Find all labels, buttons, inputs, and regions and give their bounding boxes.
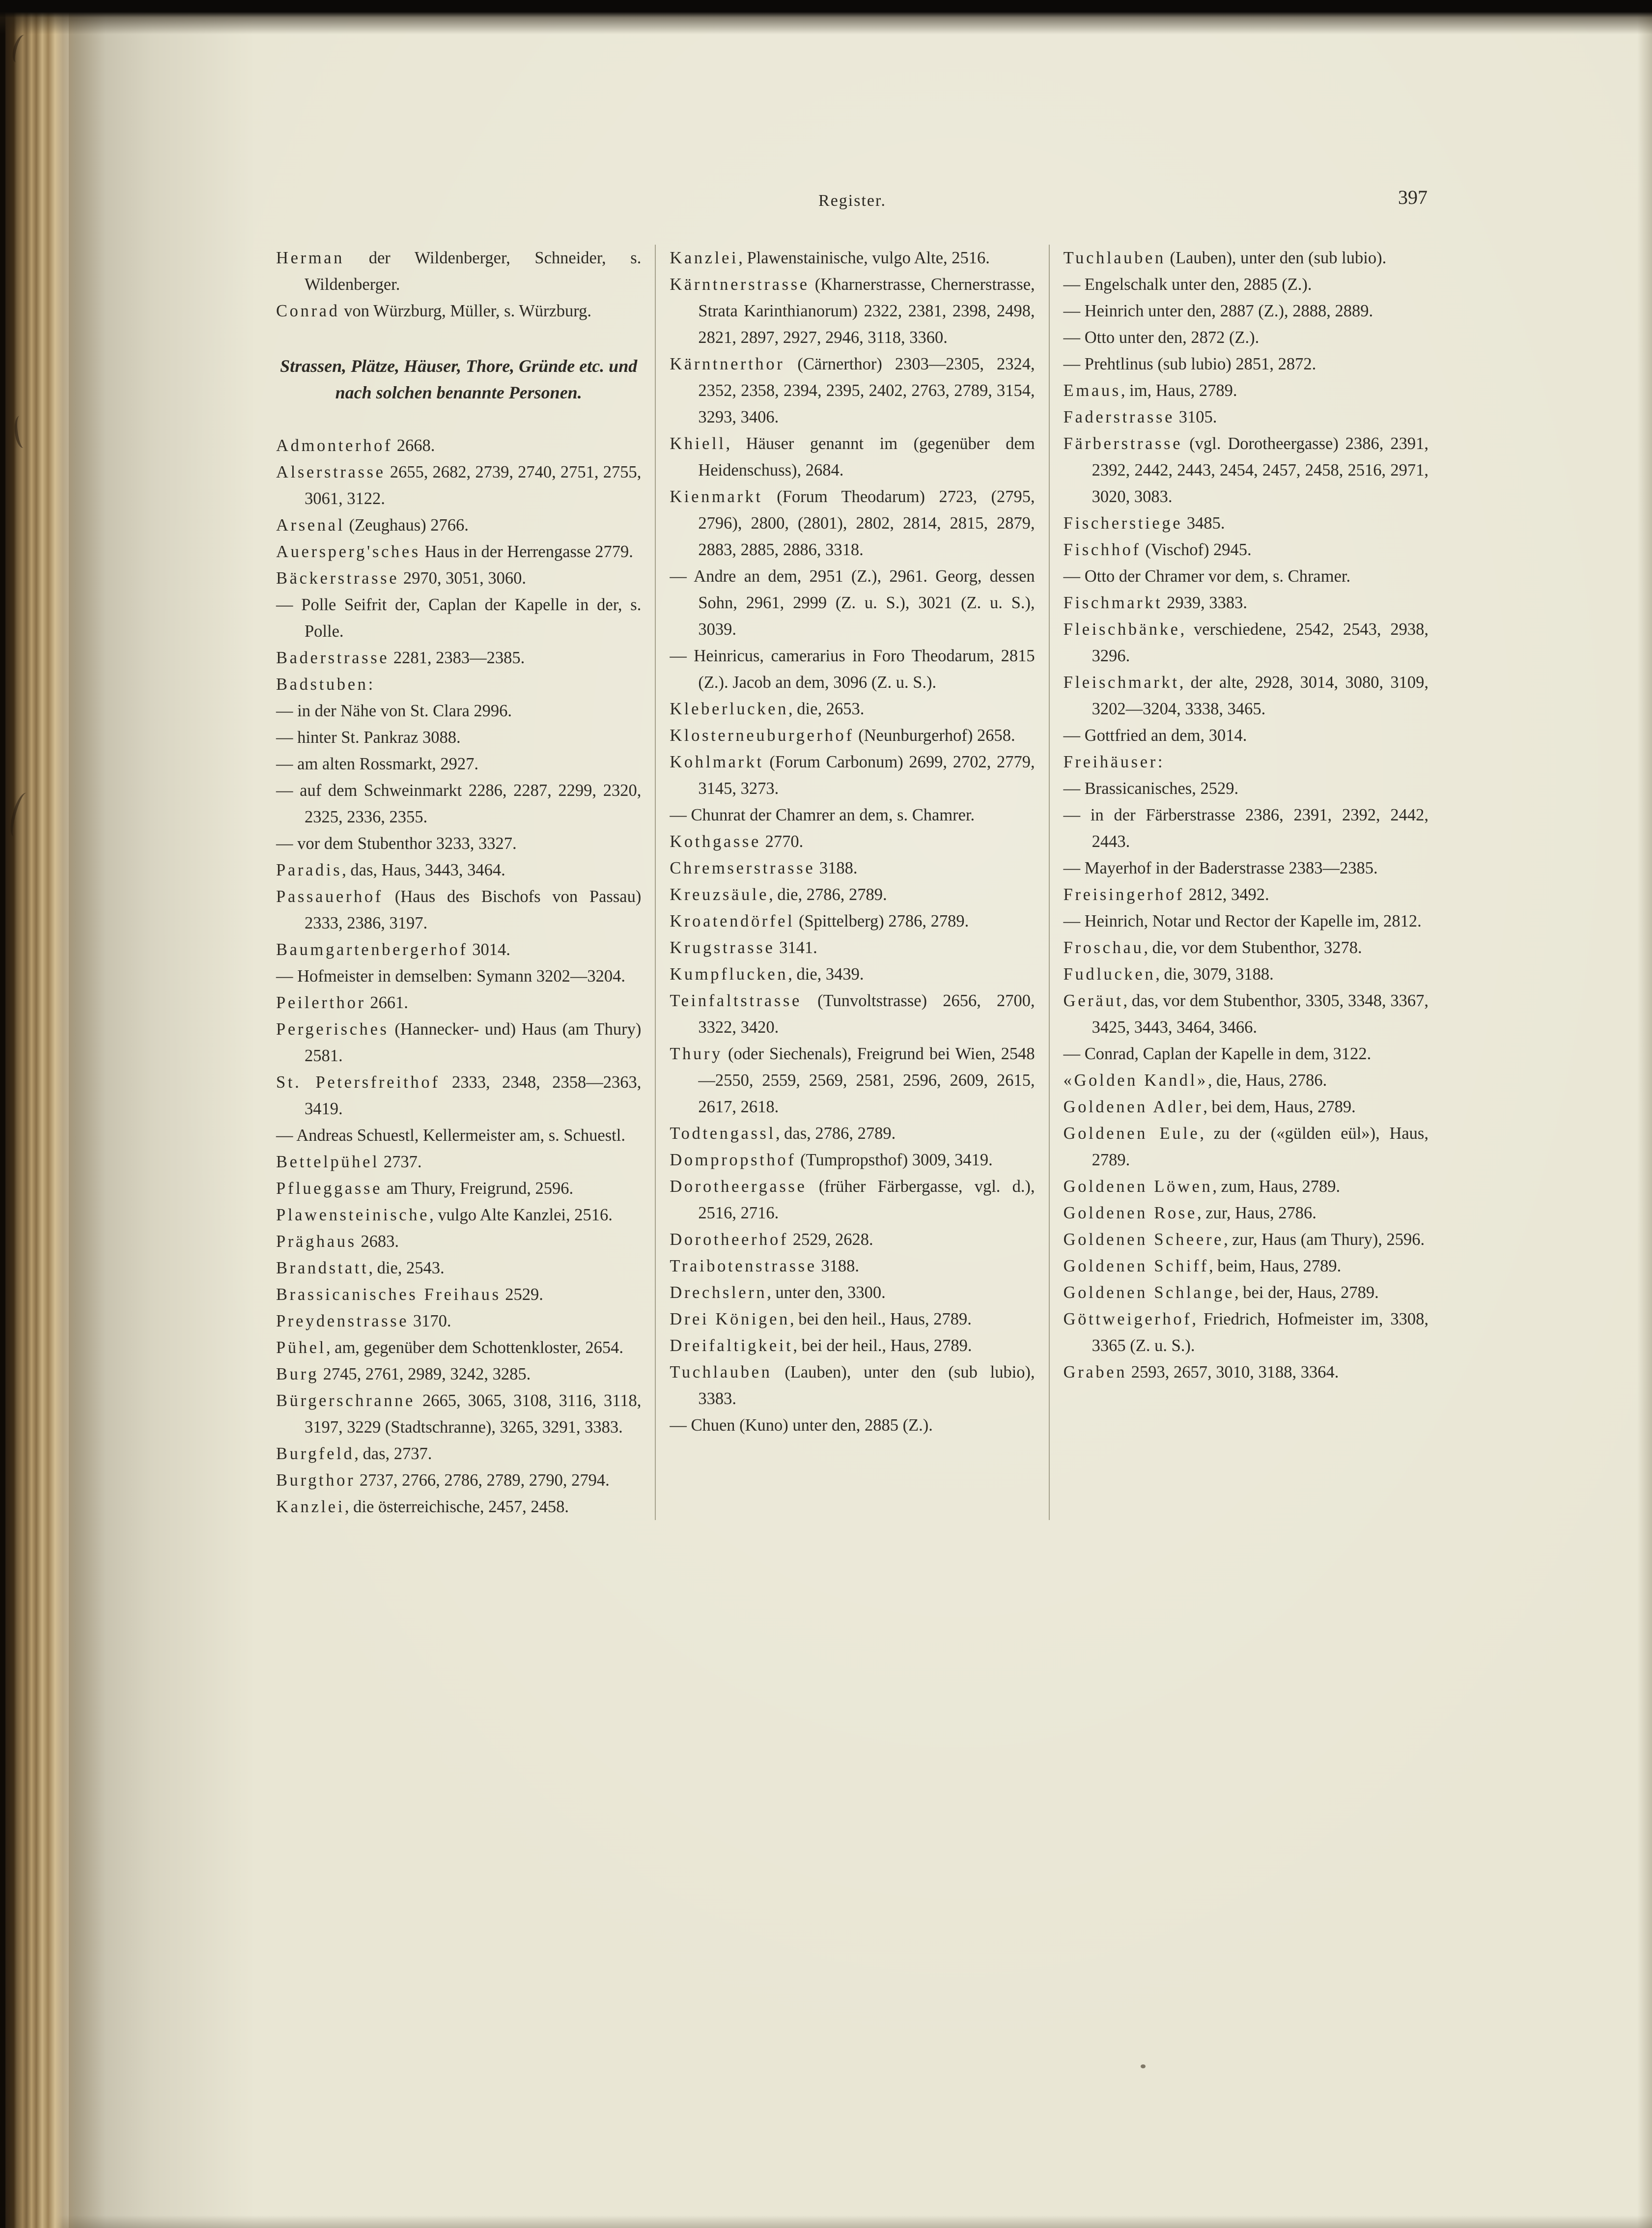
index-entry — [1064, 881, 1428, 908]
entry-text: 3141. — [775, 938, 817, 957]
entry-headword: Alserstrasse — [276, 463, 386, 481]
entry-headword: Freisingerhof — [1063, 885, 1185, 904]
entry-headword: Baumgartenbergerhof — [276, 940, 468, 959]
index-entry — [670, 643, 1035, 696]
entry-headword: Todtengassl — [670, 1124, 776, 1143]
index-entry — [276, 1387, 641, 1440]
index-entry — [1064, 1173, 1428, 1200]
index-entry — [1064, 351, 1428, 377]
index-entry — [1064, 987, 1428, 1041]
index-entry — [670, 483, 1035, 563]
entry-text: (Kharnerstrasse, Chernerstrasse, Strata Karinthianorum) 2322, 2381, 2398, 2498, 2821, 2897, 2927, 2946, 3118, 3360. — [698, 275, 1035, 347]
entry-text: — Andre an dem, 2951 (Z.), 2961. Georg, dessen Sohn, 2961, 2999 (Z. u. S.), 3021 (Z. u. S.), 3039. — [670, 567, 1035, 639]
entry-text: , das, vor dem Stubenthor, 3305, 3348, 3367, 3425, 3443, 3464, 3466. — [1092, 991, 1428, 1037]
index-entry — [1064, 271, 1428, 298]
entry-text: 2281, 2383—2385. — [389, 649, 525, 667]
index-entry — [1064, 1120, 1428, 1173]
index-entry — [1064, 1279, 1428, 1306]
index-entry — [276, 1122, 641, 1149]
entry-text: — Engelschalk unter den, 2885 (Z.). — [1063, 275, 1312, 294]
index-entry — [1064, 1094, 1428, 1120]
entry-headword: Präghaus — [276, 1232, 357, 1251]
entry-text: , die, Haus, 2786. — [1207, 1071, 1327, 1090]
index-entry — [1064, 563, 1428, 590]
entry-text: 2683. — [356, 1232, 399, 1251]
entry-text: , bei den heil., Haus, 2789. — [789, 1310, 972, 1328]
index-entry — [670, 908, 1035, 934]
index-entry — [276, 592, 641, 645]
entry-text: , die, 3439. — [788, 965, 864, 984]
index-entry — [276, 432, 641, 459]
entry-headword: Goldenen Löwen — [1063, 1177, 1213, 1196]
index-entry — [670, 1120, 1035, 1147]
index-entry — [276, 698, 641, 724]
entry-text: Strassen, Plätze, Häuser, Thore, Gründe etc. und nach solchen benannte Personen. — [280, 356, 638, 402]
entry-headword: Drechslern — [670, 1283, 767, 1302]
entry-text: , zum, Haus, 2789. — [1212, 1177, 1341, 1196]
entry-headword: Goldenen Schiff — [1063, 1257, 1209, 1275]
entry-text: 2593, 2657, 3010, 3188, 3364. — [1127, 1363, 1339, 1382]
entry-text: (Haus des Bischofs von Passau) 2333, 2386, 3197. — [305, 887, 642, 932]
entry-headword: Fischerstiege — [1063, 514, 1183, 533]
index-entry — [276, 1069, 641, 1122]
entry-headword: Kanzlei — [276, 1497, 345, 1516]
entry-text: , bei der, Haus, 2789. — [1234, 1283, 1379, 1302]
entry-text: , im, Haus, 2789. — [1120, 381, 1237, 400]
entry-text: (Lauben), unter den (sub lubio), 3383. — [698, 1363, 1035, 1408]
index-entry — [670, 1412, 1035, 1438]
index-entry — [1064, 536, 1428, 563]
index-entry — [1064, 775, 1428, 802]
entry-text: — auf dem Schweinmarkt 2286, 2287, 2299, 2320, 2325, 2336, 2355. — [276, 781, 642, 826]
entry-headword: Kohlmarkt — [670, 753, 764, 771]
entry-headword: Tuchlauben — [670, 1363, 772, 1382]
entry-headword: Fischmarkt — [1063, 593, 1163, 612]
entry-text: , die, 2786, 2789. — [769, 885, 887, 904]
entry-headword: Dorotheergasse — [670, 1177, 807, 1196]
index-entry — [276, 1334, 641, 1361]
entry-headword: Dreifaltigkeit — [670, 1336, 793, 1355]
entry-headword: Kreuzsäule — [670, 885, 769, 904]
column-divider — [655, 245, 656, 1520]
entry-headword: Goldenen Eule — [1063, 1124, 1200, 1143]
index-entry — [670, 934, 1035, 961]
entry-text: (vgl. Dorotheergasse) 2386, 2391, 2392, 2442, 2443, 2454, 2457, 2458, 2516, 2971, 3020, 3083. — [1092, 434, 1428, 506]
entry-text: 2668. — [392, 436, 435, 455]
entry-headword: Teinfaltstrasse — [670, 991, 802, 1010]
entry-text: , die, 3079, 3188. — [1155, 965, 1274, 984]
entry-headword: Plawensteinische — [276, 1206, 430, 1224]
entry-headword: Emaus — [1063, 381, 1121, 400]
entry-headword: Conrad — [276, 302, 340, 320]
entry-headword: Krugstrasse — [670, 938, 775, 957]
entry-text: , beim, Haus, 2789. — [1208, 1257, 1342, 1275]
entry-text: — Mayerhof in der Baderstrasse 2383—2385. — [1063, 859, 1378, 877]
index-entry — [1064, 1041, 1428, 1067]
entry-text: Haus in der Herrengasse 2779. — [420, 542, 633, 561]
entry-text: (früher Färbergasse, vgl. d.), 2516, 2716. — [698, 1177, 1035, 1222]
entry-headword: Dorotheerhof — [670, 1230, 789, 1249]
entry-headword: Herman — [276, 249, 345, 267]
page-bottom-edge — [0, 2215, 1652, 2228]
entry-text: 2655, 2682, 2739, 2740, 2751, 2755, 3061, 3122. — [305, 463, 642, 508]
entry-text: (Neunburgerhof) 2658. — [854, 726, 1015, 745]
entry-headword: Burgthor — [276, 1471, 356, 1490]
entry-text: , verschiedene, 2542, 2543, 2938, 3296. — [1092, 620, 1428, 665]
index-entry — [276, 645, 641, 671]
index-entry — [276, 459, 641, 512]
entry-headword: Thury — [670, 1044, 723, 1063]
entry-headword: Kienmarkt — [670, 487, 763, 506]
index-entry — [1064, 298, 1428, 324]
entry-headword: Froschau — [1063, 938, 1144, 957]
entry-text: 3105. — [1175, 408, 1217, 426]
index-entry — [670, 271, 1035, 351]
entry-text: , zu der («gülden eül»), Haus, 2789. — [1092, 1124, 1428, 1169]
entry-text: (Forum Carbonum) 2699, 2702, 2779, 3145, 3273. — [698, 753, 1035, 798]
entry-text: — Conrad, Caplan der Kapelle in dem, 3122. — [1063, 1044, 1372, 1063]
entry-text: (oder Siechenals), Freigrund bei Wien, 2548—2550, 2559, 2569, 2581, 2596, 2609, 2615, 2617, 2618. — [698, 1044, 1035, 1116]
index-entry — [276, 1255, 641, 1281]
entry-text: 2529, 2628. — [788, 1230, 873, 1249]
entry-text: , Friedrich, Hofmeister im, 3308, 3365 (Z. u. S.). — [1092, 1310, 1428, 1355]
entry-headword: Freihäuser — [1063, 753, 1158, 771]
entry-text: der Wildenberger, Schneider, s. Wildenberger. — [305, 249, 642, 294]
index-entry — [670, 563, 1035, 643]
entry-headword: Goldenen Adler — [1063, 1098, 1204, 1116]
section-heading — [276, 353, 641, 406]
index-entry — [276, 724, 641, 751]
entry-text: 2737, 2766, 2786, 2789, 2790, 2794. — [355, 1471, 610, 1490]
index-entry — [670, 749, 1035, 802]
entry-headword: Peilerthor — [276, 993, 366, 1012]
entry-headword: Brassicanisches Freihaus — [276, 1285, 501, 1304]
index-entry — [276, 512, 641, 538]
index-entry — [670, 828, 1035, 855]
index-entry — [670, 245, 1035, 271]
index-entry — [670, 987, 1035, 1041]
entry-headword: Pergerisches — [276, 1020, 389, 1039]
entry-headword: Bettelpühel — [276, 1153, 380, 1171]
entry-text: 3014. — [468, 940, 510, 959]
index-entry — [670, 1147, 1035, 1173]
entry-text: 2333, 2348, 2358—2363, 3419. — [305, 1073, 642, 1118]
entry-text: , die, 2543. — [368, 1259, 445, 1277]
entry-text: , vulgo Alte Kanzlei, 2516. — [429, 1206, 613, 1224]
index-entry — [670, 1041, 1035, 1120]
index-entry — [276, 830, 641, 857]
index-entry — [670, 722, 1035, 749]
index-entry — [276, 1361, 641, 1387]
entry-text: von Würzburg, Müller, s. Würzburg. — [339, 302, 592, 320]
index-entry — [1064, 669, 1428, 722]
index-entry — [1064, 1359, 1428, 1385]
index-entry — [276, 1494, 641, 1520]
entry-text: , der alte, 2928, 3014, 3080, 3109, 3202—3204, 3338, 3465. — [1092, 673, 1428, 718]
entry-text: (Spittelberg) 2786, 2789. — [794, 912, 969, 931]
entry-headword: Goldenen Schlange — [1063, 1283, 1235, 1302]
index-entry — [670, 351, 1035, 430]
entry-headword: Kanzlei — [670, 249, 739, 267]
entry-headword: Kleberlucken — [670, 700, 789, 718]
entry-headword: Göttweigerhof — [1063, 1310, 1192, 1328]
index-entry — [670, 430, 1035, 483]
entry-text: (Vischof) 2945. — [1141, 540, 1252, 559]
entry-headword: Fudlucken — [1063, 965, 1156, 984]
entry-text: , das, Haus, 3443, 3464. — [342, 861, 505, 879]
entry-text: — Heinrich, Notar und Rector der Kapelle im, 2812. — [1063, 912, 1422, 931]
entry-headword: Khiell — [670, 434, 726, 453]
index-columns — [276, 245, 1428, 1520]
index-entry — [276, 1467, 641, 1494]
entry-headword: Badstuben — [276, 675, 368, 694]
entry-text: — Otto unter den, 2872 (Z.). — [1063, 328, 1260, 347]
index-entry — [276, 883, 641, 936]
entry-headword: Kumpflucken — [670, 965, 788, 984]
entry-text: (Tunvoltstrasse) 2656, 2700, 3322, 3420. — [698, 991, 1035, 1037]
book-binding — [0, 0, 106, 2228]
index-entry — [1064, 1253, 1428, 1279]
entry-headword: Pühel — [276, 1338, 326, 1357]
index-entry — [1064, 749, 1428, 775]
index-entry — [276, 1149, 641, 1175]
page-number: 397 — [1398, 186, 1428, 208]
entry-text: 3170. — [409, 1312, 451, 1330]
paper-speck — [1141, 2064, 1146, 2068]
entry-text: (Tumpropsthof) 3009, 3419. — [796, 1151, 993, 1169]
index-entry — [1064, 1306, 1428, 1359]
entry-text: — Polle Seifrit der, Caplan der Kapelle in der, s. Polle. — [276, 595, 642, 641]
entry-headword: Auersperg'sches — [276, 542, 420, 561]
index-entry — [1064, 616, 1428, 669]
entry-text: — Brassicanisches, 2529. — [1063, 779, 1239, 798]
index-entry — [670, 1279, 1035, 1306]
entry-headword: Chremserstrasse — [670, 859, 815, 877]
entry-text: , das, 2786, 2789. — [775, 1124, 896, 1143]
entry-text: — Chunrat der Chamrer an dem, s. Chamrer. — [670, 806, 975, 824]
entry-headword: Goldenen Rose — [1063, 1204, 1197, 1222]
entry-headword: St. Petersfreithof — [276, 1073, 440, 1092]
entry-text: — Prehtlinus (sub lubio) 2851, 2872. — [1063, 355, 1316, 373]
entry-text: (Zeughaus) 2766. — [344, 516, 469, 535]
index-entry — [1064, 934, 1428, 961]
entry-headword: Arsenal — [276, 516, 345, 535]
entry-headword: Fleischbänke — [1063, 620, 1180, 639]
index-entry — [276, 245, 641, 298]
index-entry — [1064, 1226, 1428, 1253]
book-page — [74, 15, 1652, 2228]
entry-headword: Graben — [1063, 1363, 1127, 1382]
index-entry — [1064, 908, 1428, 934]
index-entry — [670, 961, 1035, 987]
index-entry — [276, 298, 641, 324]
index-entry — [1064, 961, 1428, 987]
index-entry — [276, 1016, 641, 1069]
entry-headword: Preydenstrasse — [276, 1312, 409, 1330]
index-entry — [670, 1226, 1035, 1253]
entry-text: 2737. — [379, 1153, 422, 1171]
entry-text: , am, gegenüber dem Schottenkloster, 2654. — [326, 1338, 623, 1357]
entry-text: , bei dem, Haus, 2789. — [1203, 1098, 1356, 1116]
entry-headword: Kärntnerstrasse — [670, 275, 810, 294]
index-entry — [276, 1281, 641, 1308]
index-entry — [276, 671, 641, 698]
index-entry — [276, 989, 641, 1016]
entry-text: 2665, 3065, 3108, 3116, 3118, 3197, 3229 (Stadtschranne), 3265, 3291, 3383. — [305, 1391, 642, 1437]
entry-text: , Häuser genannt im (gegenüber dem Heidenschuss), 2684. — [698, 434, 1035, 479]
entry-headword: Bäckerstrasse — [276, 569, 399, 588]
entry-text: 2812, 3492. — [1184, 885, 1269, 904]
entry-text: 3188. — [816, 1257, 859, 1275]
index-entry — [1064, 1067, 1428, 1094]
index-entry — [276, 1202, 641, 1228]
entry-headword: Drei Königen — [670, 1310, 790, 1328]
index-entry — [670, 1359, 1035, 1412]
entry-text: , die, vor dem Stubenthor, 3278. — [1144, 938, 1362, 957]
entry-headword: Kärntnerthor — [670, 355, 785, 373]
index-entry — [670, 881, 1035, 908]
entry-text: — in der Färberstrasse 2386, 2391, 2392, 2442, 2443. — [1063, 806, 1428, 851]
entry-headword: Tuchlauben — [1063, 249, 1166, 267]
entry-text: , zur, Haus, 2786. — [1197, 1204, 1316, 1222]
entry-text: — in der Nähe von St. Clara 2996. — [276, 702, 512, 720]
index-entry — [670, 1253, 1035, 1279]
index-entry — [1064, 404, 1428, 430]
entry-headword: Admonterhof — [276, 436, 393, 455]
entry-text: — Heinrich unter den, 2887 (Z.), 2888, 2889. — [1063, 302, 1373, 320]
entry-text: , unter den, 3300. — [767, 1283, 886, 1302]
index-entry — [1064, 510, 1428, 536]
entry-text: — Hofmeister in demselben: Symann 3202—3204. — [276, 967, 625, 986]
index-entry — [276, 565, 641, 592]
entry-text: (Hannecker- und) Haus (am Thury) 2581. — [305, 1020, 642, 1065]
entry-text: — Gottfried an dem, 3014. — [1063, 726, 1247, 745]
index-entry — [276, 777, 641, 830]
entry-text: 3485. — [1182, 514, 1225, 533]
entry-text: : — [368, 675, 373, 694]
column-divider — [1049, 245, 1050, 1520]
index-entry — [276, 1440, 641, 1467]
index-entry — [1064, 377, 1428, 404]
index-column-2 — [670, 245, 1035, 1520]
entry-headword: Kothgasse — [670, 832, 761, 851]
entry-text: — Otto der Chramer vor dem, s. Chramer. — [1063, 567, 1351, 586]
index-entry — [1064, 802, 1428, 855]
entry-headword: Burg — [276, 1365, 319, 1383]
entry-text: (Forum Theodarum) 2723, (2795, 2796), 2800, (2801), 2802, 2814, 2815, 2879, 2883, 2885, 2886, 3318. — [698, 487, 1035, 559]
index-entry — [1064, 1200, 1428, 1226]
entry-text: — Heinricus, camerarius in Foro Theodarum, 2815 (Z.). Jacob an dem, 3096 (Z. u. S.). — [670, 647, 1035, 692]
index-entry — [670, 1306, 1035, 1332]
entry-headword: «Golden Kandl» — [1063, 1071, 1208, 1090]
entry-text: 2770. — [760, 832, 804, 851]
entry-text: — Chuen (Kuno) unter den, 2885 (Z.). — [670, 1416, 933, 1435]
entry-text: 2745, 2761, 2989, 3242, 3285. — [319, 1365, 531, 1383]
index-entry — [276, 751, 641, 777]
entry-text: , die, 2653. — [788, 700, 865, 718]
entry-headword: Goldenen Scheere — [1063, 1230, 1224, 1249]
index-entry — [1064, 855, 1428, 881]
entry-text: , das, 2737. — [354, 1444, 432, 1463]
index-entry — [1064, 324, 1428, 351]
entry-text: (Lauben), unter den (sub lubio). — [1165, 249, 1387, 267]
index-entry — [276, 963, 641, 989]
entry-text: — Andreas Schuestl, Kellermeister am, s. Schuestl. — [276, 1126, 625, 1145]
entry-text: 2970, 3051, 3060. — [399, 569, 526, 588]
entry-headword: Fischhof — [1063, 540, 1141, 559]
entry-headword: Baderstrasse — [276, 649, 390, 667]
index-entry — [276, 857, 641, 883]
index-entry — [276, 1308, 641, 1334]
entry-headword: Geräut — [1063, 991, 1123, 1010]
page-header — [276, 186, 1428, 222]
entry-text: 2661. — [365, 993, 408, 1012]
entry-text: — hinter St. Pankraz 3088. — [276, 728, 461, 747]
entry-text: — am alten Rossmarkt, 2927. — [276, 755, 479, 773]
entry-headword: Kroatendörfel — [670, 912, 795, 931]
entry-headword: Passauerhof — [276, 887, 383, 906]
entry-headword: Bürgerschranne — [276, 1391, 415, 1410]
entry-headword: Färberstrasse — [1063, 434, 1183, 453]
entry-headword: Traibotenstrasse — [670, 1257, 817, 1275]
entry-text: , Plawenstainische, vulgo Alte, 2516. — [738, 249, 990, 267]
index-entry — [670, 1173, 1035, 1226]
index-entry — [276, 936, 641, 963]
index-entry — [276, 538, 641, 565]
entry-text: , bei der heil., Haus, 2789. — [793, 1336, 972, 1355]
entry-text: , zur, Haus (am Thury), 2596. — [1224, 1230, 1425, 1249]
entry-headword: Faderstrasse — [1063, 408, 1175, 426]
index-entry — [670, 855, 1035, 881]
index-entry — [670, 1332, 1035, 1359]
entry-text: — vor dem Stubenthor 3233, 3327. — [276, 834, 517, 853]
index-entry — [1064, 590, 1428, 616]
index-entry — [1064, 430, 1428, 510]
entry-text: 2529. — [501, 1285, 543, 1304]
index-entry — [670, 696, 1035, 722]
entry-text: (Cärnerthor) 2303—2305, 2324, 2352, 2358, 2394, 2395, 2402, 2763, 2789, 3154, 3293, 3406. — [698, 355, 1035, 426]
entry-headword: Burgfeld — [276, 1444, 355, 1463]
entry-headword: Brandstatt — [276, 1259, 369, 1277]
entry-text: 2939, 3383. — [1162, 593, 1247, 612]
entry-text: , die österreichische, 2457, 2458. — [344, 1497, 569, 1516]
entry-headword: Pflueggasse — [276, 1179, 383, 1198]
entry-text: : — [1157, 753, 1163, 771]
entry-headword: Paradis — [276, 861, 342, 879]
index-entry — [276, 1175, 641, 1202]
index-entry — [276, 1228, 641, 1255]
entry-text: 3188. — [815, 859, 858, 877]
entry-headword: Klosterneuburgerhof — [670, 726, 854, 745]
index-entry — [670, 802, 1035, 828]
running-title: Register. — [818, 192, 886, 210]
scan-top-edge — [0, 0, 1652, 34]
index-entry — [1064, 722, 1428, 749]
page-right-edge — [1637, 0, 1652, 2228]
entry-headword: Dompropsthof — [670, 1151, 796, 1169]
entry-text: am Thury, Freigrund, 2596. — [382, 1179, 574, 1198]
entry-headword: Fleischmarkt — [1063, 673, 1179, 692]
index-entry — [1064, 245, 1428, 271]
index-column-1 — [276, 245, 641, 1520]
index-column-3 — [1064, 245, 1428, 1520]
